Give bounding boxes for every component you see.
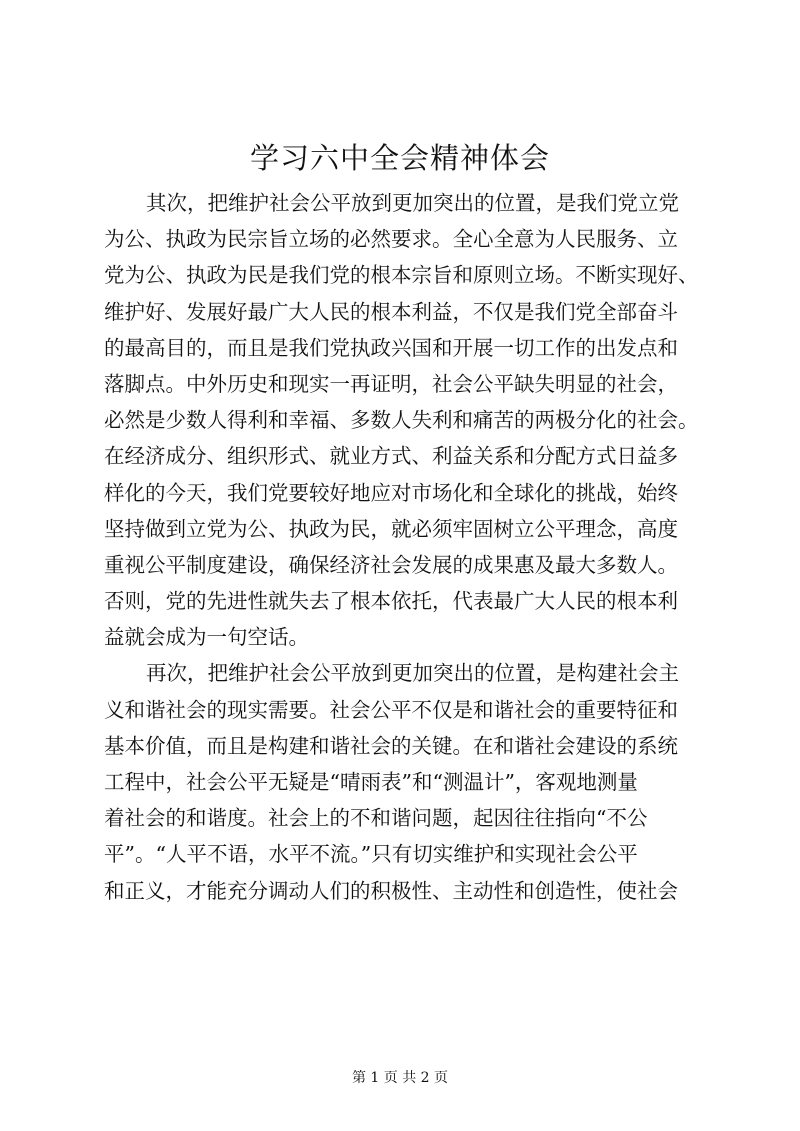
paragraph-line: 重视公平制度建设，确保经济社会发展的成果惠及最大多数人。 — [104, 552, 678, 577]
paragraph-line: 着社会的和谐度。社会上的不和谐问题，起因往往指向“不公 — [104, 806, 648, 831]
paragraph-line: 党为公、执政为民是我们党的根本宗旨和原则立场。不断实现好、 — [104, 263, 699, 288]
document-body — [104, 185, 704, 909]
paragraph-line: 坚持做到立党为公、执政为民，就必须牢固树立公平理念，高度 — [104, 516, 678, 541]
paragraph-line: 工程中，社会公平无疑是“晴雨表”和“测温计”，客观地测量 — [104, 770, 638, 794]
paragraph-line: 在经济成分、组织形式、就业方式、利益关系和分配方式日益多 — [104, 444, 678, 469]
paragraph-line: 否则，党的先进性就失去了根本依托，代表最广大人民的根本利 — [104, 589, 678, 614]
paragraph-line: 基本价值，而且是构建和谐社会的关键。在和谐社会建设的系统 — [104, 733, 678, 758]
paragraph-line: 维护好、发展好最广大人民的根本利益，不仅是我们党全部奋斗 — [104, 299, 678, 324]
paragraph-line: 其次，把维护社会公平放到更加突出的位置，是我们党立党 — [146, 191, 679, 215]
paragraph-line: 为公、执政为民宗旨立场的必然要求。全心全意为人民服务、立 — [104, 227, 678, 252]
page-footer: 第 1 页 共 2 页 — [351, 1070, 449, 1086]
paragraph-line: 再次，把维护社会公平放到更加突出的位置，是构建社会主 — [146, 661, 679, 686]
paragraph-line: 必然是少数人得利和幸福、多数人失利和痛苦的两极分化的社会。 — [104, 408, 699, 433]
paragraph-line: 义和谐社会的现实需要。社会公平不仅是和谐社会的重要特征和 — [104, 697, 678, 722]
paragraph-line: 和正义，才能充分调动人们的积极性、主动性和创造性，使社会 — [104, 878, 678, 903]
paragraph-line: 平”。“人平不语，水平不流。”只有切实维护和实现社会公平 — [104, 842, 638, 867]
paragraph-line: 落脚点。中外历史和现实一再证明，社会公平缺失明显的社会， — [104, 371, 678, 396]
page-title: 学习六中全会精神体会 — [249, 141, 550, 175]
paragraph-line: 样化的今天，我们党要较好地应对市场化和全球化的挑战，始终 — [104, 480, 678, 505]
paragraph-line: 益就会成为一句空话。 — [104, 625, 309, 650]
paragraph-line: 的最高目的，而且是我们党执政兴国和开展一切工作的出发点和 — [104, 335, 678, 360]
